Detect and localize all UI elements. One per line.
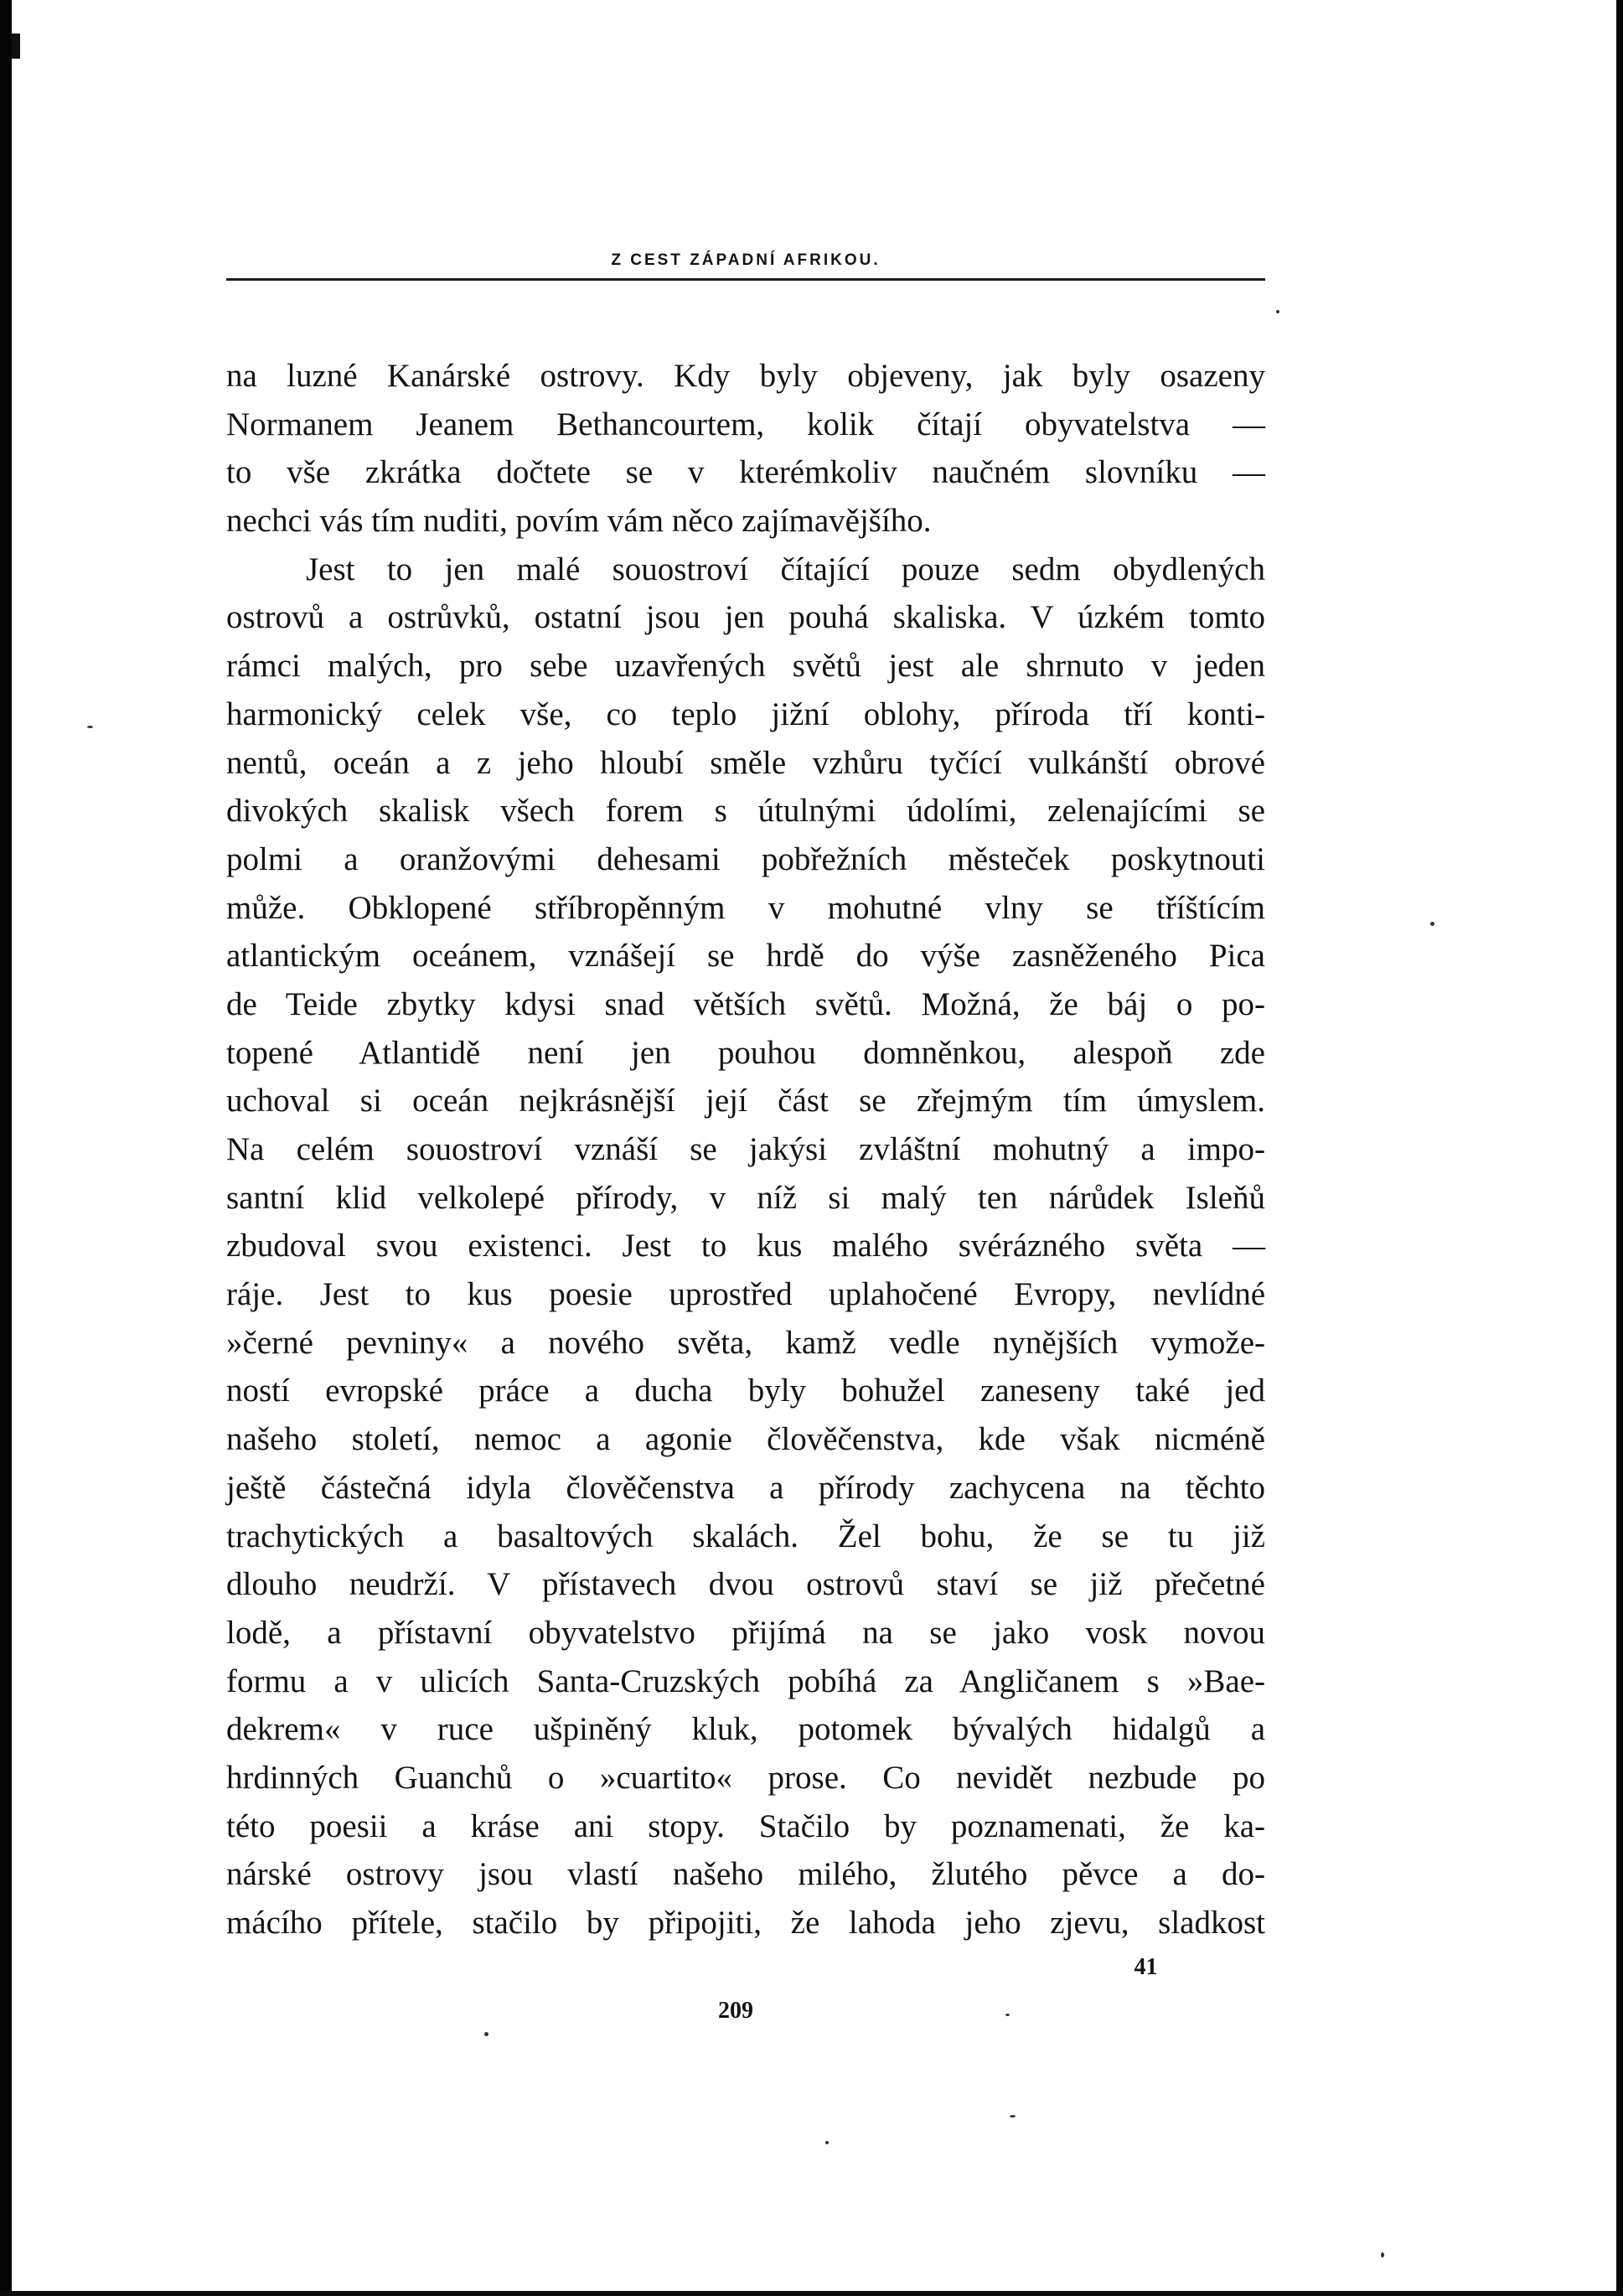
- text-line: nárské ostrovy jsou vlastí našeho milého, žlutého pěvce a do-: [226, 1856, 1265, 1893]
- scan-speck: [1010, 2115, 1016, 2118]
- text-line: ještě částečná idyla člověčenstva a přírody zachycena na těchto: [226, 1469, 1265, 1506]
- text-line: mácího přítele, stačilo by připojiti, že lahoda jeho zjevu, sladkost: [226, 1905, 1265, 1941]
- text-line: »černé pevniny« a nového světa, kamž vedle nynějších vymože-: [226, 1324, 1265, 1361]
- page-number: 209: [718, 1998, 753, 2024]
- signature-mark: 41: [1134, 1954, 1158, 1980]
- text-line: ostrovů a ostrůvků, ostatní jsou jen pouhá skaliska. V úzkém tomto: [226, 599, 1265, 636]
- body-text: [226, 352, 1265, 1947]
- header-rule: [226, 278, 1265, 281]
- text-line: formu a v ulicích Santa-Cruzských pobíhá za Angličanem s »Bae-: [226, 1663, 1265, 1699]
- scan-speck: [1276, 310, 1279, 313]
- text-line: trachytických a basaltových skalách. Žel bohu, že se tu již: [226, 1518, 1265, 1554]
- text-line: to vše zkrátka dočtete se v kterémkoliv naučném slovníku —: [226, 454, 1265, 491]
- scan-speck: [484, 2032, 488, 2036]
- text-line: dekrem« v ruce ušpiněný kluk, potomek bývalých hidalgů a: [226, 1711, 1265, 1748]
- scan-speck: [1430, 922, 1434, 926]
- text-line: nechci vás tím nuditi, povím vám něco zajímavějšího.: [226, 503, 932, 540]
- text-line: harmonický celek vše, co teplo jižní oblohy, příroda tří konti-: [226, 696, 1265, 732]
- text-line: ností evropské práce a ducha byly bohužel zaneseny také jed: [226, 1373, 1265, 1409]
- text-line: na luzné Kanárské ostrovy. Kdy byly objeveny, jak byly osazeny: [226, 358, 1265, 394]
- text-line: lodě, a přístavní obyvatelstvo přijímá na se jako vosk novou: [226, 1614, 1265, 1651]
- scan-speck: [87, 726, 93, 728]
- text-line: uchoval si oceán nejkrásnější její část se zřejmým tím úmyslem.: [226, 1083, 1265, 1120]
- scan-border-left: [0, 0, 12, 2296]
- text-line: našeho století, nemoc a agonie člověčenstva, kde však nicméně: [226, 1421, 1265, 1458]
- text-line: dlouho neudrží. V přístavech dvou ostrovů staví se již přečetné: [226, 1566, 1265, 1603]
- scan-border-bottom: [0, 2291, 1623, 2296]
- scan-speck: [1381, 2252, 1384, 2257]
- text-line: zbudoval svou existenci. Jest to kus malého svérázného světa —: [226, 1228, 1265, 1264]
- text-line: de Teide zbytky kdysi snad větších světů. Možná, že báj o po-: [226, 985, 1265, 1022]
- text-line: může. Obklopené stříbropěnným v mohutné vlny se tříštícím: [226, 889, 1265, 926]
- text-line: topené Atlantidě není jen pouhou domněnkou, alespoň zde: [226, 1034, 1265, 1071]
- scan-speck: [1005, 2014, 1010, 2016]
- running-header: Z CEST ZÁPADNÍ AFRIKOU.: [611, 251, 881, 269]
- scan-border-right: [1616, 0, 1623, 2296]
- text-line: Jest to jen malé souostroví čítající pouze sedm obydlených: [306, 551, 1265, 587]
- scan-speck: [825, 2141, 829, 2144]
- scan-border-notch: [12, 34, 20, 59]
- text-line: hrdinných Guanchů o »cuartito« prose. Co nevidět nezbude po: [226, 1759, 1265, 1796]
- text-line: rámci malých, pro sebe uzavřených světů jest ale shrnuto v jeden: [226, 648, 1265, 685]
- text-line: této poesii a kráse ani stopy. Stačilo by poznamenati, že ka-: [226, 1807, 1265, 1844]
- text-line: divokých skalisk všech forem s útulnými údolími, zelenajícími se: [226, 793, 1265, 830]
- text-line: Na celém souostroví vznáší se jakýsi zvláštní mohutný a impo-: [226, 1131, 1265, 1167]
- text-line: santní klid velkolepé přírody, v níž si malý ten nárůdek Isleňů: [226, 1179, 1265, 1216]
- text-line: polmi a oranžovými dehesami pobřežních městeček poskytnouti: [226, 840, 1265, 877]
- text-line: Normanem Jeanem Bethancourtem, kolik čítají obyvatelstva —: [226, 406, 1265, 442]
- text-line: atlantickým oceánem, vznášejí se hrdě do výše zasněženého Pica: [226, 938, 1265, 975]
- text-line: nentů, oceán a z jeho hloubí směle vzhůru tyčící vulkánští obrové: [226, 744, 1265, 781]
- text-line: ráje. Jest to kus poesie uprostřed uplahočené Evropy, nevlídné: [226, 1276, 1265, 1313]
